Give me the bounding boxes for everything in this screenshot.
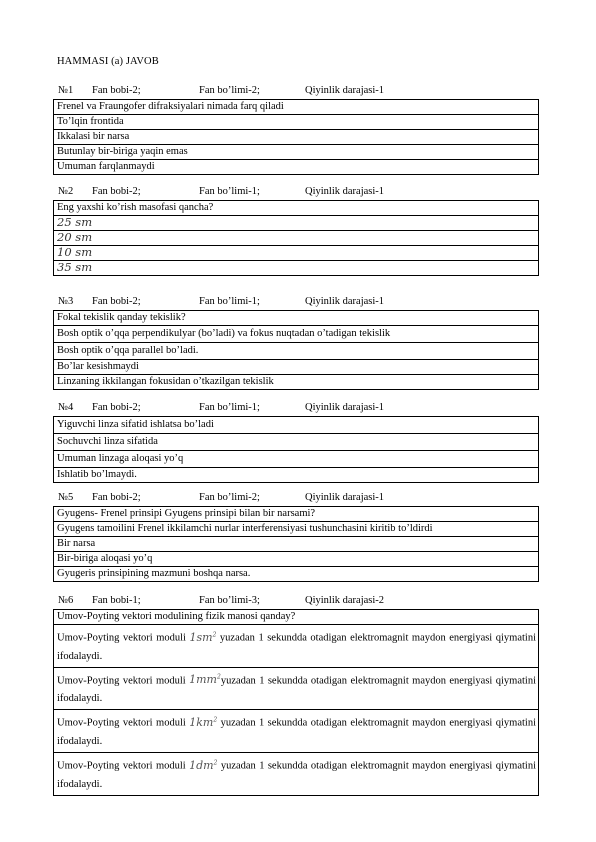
- answer-option: Bosh optik o’qqa parallel bo’ladi.: [54, 343, 539, 360]
- answer-text: Umov-Poyting vektori moduli: [57, 760, 190, 772]
- answer-option: [54, 625, 539, 668]
- question-number: №2: [58, 186, 74, 197]
- question-block-3: [53, 296, 539, 390]
- answer-option: Bir-biriga aloqasi yo’q: [54, 552, 539, 567]
- question-block-1: [53, 85, 539, 175]
- answer-option: Bo’lar kesishmaydi: [54, 360, 539, 375]
- question-header: [53, 595, 539, 609]
- answer-text: yuzadan 1 sekundda otadigan elektromagnit maydon energiyasi qiymatini ifodalaydi.: [57, 675, 536, 705]
- answer-text: yuzadan 1 sekundda otadigan elektromagnit maydon energiyasi qiymatini ifodalaydi.: [57, 632, 537, 662]
- question-block-4: [53, 402, 539, 483]
- qiyinlik-darajasi: Qiyinlik darajasi-1: [305, 402, 385, 413]
- answer-option: Gyugens tamoilini Frenel ikkilamchi nurlar interferensiyasi tushunchasini kiritib to’ldirdi: [54, 522, 539, 537]
- answer-option: Bosh optik o’qqa perpendikulyar (bo’ladi) va fokus nuqtadan o’tadigan tekislik: [54, 326, 539, 343]
- qiyinlik-darajasi: Qiyinlik darajasi-1: [305, 296, 385, 307]
- fan-bolimi: Fan bo’limi-2;: [199, 492, 260, 503]
- unit-formula: $1sm^2$: [189, 630, 217, 644]
- fan-bobi: Fan bobi-2;: [92, 186, 141, 197]
- fan-bobi: Fan bobi-2;: [92, 296, 141, 307]
- question-header: [53, 186, 539, 200]
- answer-option: 20 sm: [54, 231, 539, 246]
- answer-option: [54, 752, 539, 795]
- question-header: [53, 296, 539, 310]
- answer-text: Umov-Poyting vektori moduli: [57, 632, 190, 644]
- answer-option: Butunlay bir-biriga yaqin emas: [54, 145, 539, 160]
- fan-bobi: Fan bobi-1;: [92, 595, 141, 606]
- fan-bolimi: Fan bo’limi-3;: [199, 595, 260, 606]
- question-text: Frenel va Fraungofer difraksiyalari nimada farq qiladi: [54, 100, 539, 115]
- qiyinlik-darajasi: Qiyinlik darajasi-2: [305, 595, 385, 606]
- answer-option: Umuman farqlanmaydi: [54, 160, 539, 175]
- question-text: Yiguvchi linza sifatid ishlatsa bo’ladi: [54, 417, 539, 434]
- fan-bolimi: Fan bo’limi-2;: [199, 85, 260, 96]
- answer-option: 25 sm: [54, 216, 539, 231]
- question-text: Umov-Poyting vektori modulining fizik manosi qanday?: [54, 610, 539, 625]
- answer-option: Umuman linzaga aloqasi yo’q: [54, 451, 539, 468]
- answer-option: Gyugeris prinsipining mazmuni boshqa narsa.: [54, 567, 539, 582]
- answer-option: 35 sm: [54, 261, 539, 276]
- fan-bobi: Fan bobi-2;: [92, 85, 141, 96]
- answer-option: To’lqin frontida: [54, 115, 539, 130]
- question-block-6: [53, 595, 539, 796]
- answer-text: yuzadan 1 sekundda otadigan elektromagnit maydon energiyasi qiymatini ifodalaydi.: [57, 760, 536, 790]
- question-block-5: [53, 492, 539, 582]
- unit-formula: $1dm^2$: [189, 758, 218, 772]
- question-number: №3: [58, 296, 74, 307]
- question-table: [53, 416, 539, 483]
- question-table: [53, 609, 539, 796]
- qiyinlik-darajasi: Qiyinlik darajasi-1: [305, 492, 385, 503]
- question-header: [53, 492, 539, 506]
- question-block-2: [53, 186, 539, 276]
- answer-option: Ishlatib bo’lmaydi.: [54, 468, 539, 483]
- unit-formula: $1mm^2$: [189, 673, 221, 687]
- fan-bobi: Fan bobi-2;: [92, 492, 141, 503]
- question-table: [53, 99, 539, 175]
- question-table: [53, 200, 539, 276]
- answer-option: Sochuvchi linza sifatida: [54, 434, 539, 451]
- answer-option: Ikkalasi bir narsa: [54, 130, 539, 145]
- question-header: [53, 402, 539, 416]
- question-number: №4: [58, 402, 74, 413]
- fan-bobi: Fan bobi-2;: [92, 402, 141, 413]
- answer-option: [54, 667, 539, 710]
- answer-text: yuzadan 1 sekundda otadigan elektromagnit maydon energiyasi qiymatini ifodalaydi.: [57, 717, 537, 747]
- question-table: [53, 310, 539, 390]
- qiyinlik-darajasi: Qiyinlik darajasi-1: [305, 85, 385, 96]
- answer-option: Linzaning ikkilangan fokusidan o’tkazilgan tekislik: [54, 375, 539, 390]
- answer-text: Umov-Poyting vektori moduli: [57, 717, 190, 729]
- fan-bolimi: Fan bo’limi-1;: [199, 402, 260, 413]
- unit-formula: $1km^2$: [189, 715, 218, 729]
- question-number: №1: [58, 85, 74, 96]
- answer-option: [54, 710, 539, 753]
- question-header: [53, 85, 539, 99]
- fan-bolimi: Fan bo’limi-1;: [199, 296, 260, 307]
- question-table: [53, 506, 539, 582]
- answer-option: Bir narsa: [54, 537, 539, 552]
- question-number: №6: [58, 595, 74, 606]
- question-text: Fokal tekislik qanday tekislik?: [54, 311, 539, 326]
- fan-bolimi: Fan bo’limi-1;: [199, 186, 260, 197]
- answer-option: 10 sm: [54, 246, 539, 261]
- question-number: №5: [58, 492, 74, 503]
- page-title: HAMMASI (a) JAVOB: [57, 56, 159, 67]
- answer-text: Umov-Poyting vektori moduli: [57, 675, 190, 687]
- question-text: Gyugens- Frenel prinsipi Gyugens prinsipi bilan bir narsami?: [54, 507, 539, 522]
- qiyinlik-darajasi: Qiyinlik darajasi-1: [305, 186, 385, 197]
- question-text: Eng yaxshi ko’rish masofasi qancha?: [54, 201, 539, 216]
